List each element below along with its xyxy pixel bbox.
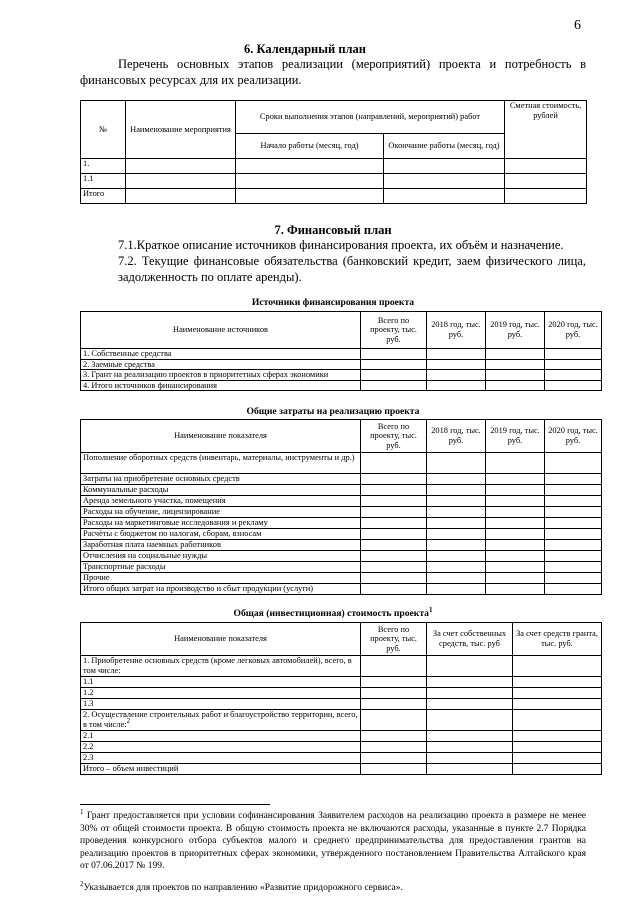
- table-row-label: Отчисления на социальные нужды: [81, 551, 361, 562]
- table-row-label: Аренда земельного участка, помещения: [81, 496, 361, 507]
- investment-table: [80, 622, 602, 775]
- table-row-label: 2.2: [81, 742, 361, 753]
- table-row-label: Расчёты с бюджетом по налогам, сборам, взносам: [81, 529, 361, 540]
- table-row-label: 3. Грант на реализацию проектов в приоритетных сферах экономики: [81, 370, 361, 381]
- table-row-label: Итого: [81, 189, 126, 204]
- header-cell: Наименование показателя: [81, 623, 361, 656]
- table-row-label: Затраты на приобретение основных средств: [81, 474, 361, 485]
- table-row-label: Итого – объем инвестиций: [81, 764, 361, 775]
- col-cost-header: Сметная стоимость, рублей: [505, 101, 587, 159]
- footnote-1: $^1$ Грант предоставляется при условии софинансирования Заявителем расходов на реализацию проекта в размере не менее 30% от общей стоимости проекта. В общую стоимость проекта не включаются расходы, указанные в пункте 2.7 Порядка проведения конкурсного отбора субъектов малого и среднего предпринимательства для предоставления грантов на реализацию проектов в приоритетных сферах экономики, утвержденного постановлением Правительства Алтайского края от 07.06.2017 № 199.: [80, 807, 587, 871]
- table-row-label: Расходы на обучение, лицензирование: [81, 507, 361, 518]
- table-row-label: 4. Итого источников финансирования: [81, 380, 361, 391]
- table-row-label: Пополнение оборотных средств (инвентарь, материалы, инструменты и др.): [81, 453, 361, 474]
- table-row-label: 1.: [81, 159, 126, 174]
- col-terms-header: Сроки выполнения этапов (направлений, мероприятий) работ: [236, 101, 505, 134]
- section7-item1: 7.1.Краткое описание источников финансирования проекта, их объём и назначение.: [118, 238, 564, 252]
- table-row-label: 1.1: [81, 174, 126, 189]
- page-number: 6: [574, 18, 581, 33]
- footnote-divider: [80, 804, 270, 805]
- table-row-label: 2. Заемные средства: [81, 359, 361, 370]
- table-row-label: 2.3: [81, 753, 361, 764]
- header-cell: За счет средств гранта, тыс. руб.: [513, 623, 602, 656]
- table-row-label: Прочие: [81, 573, 361, 584]
- section7-item2: 7.2. Текущие финансовые обязательства (банковский кредит, заем физического лица, задолженность по оплате аренды).: [118, 254, 586, 284]
- header-cell: 2018 год, тыс. руб.: [427, 312, 486, 349]
- costs-table: [80, 419, 602, 595]
- header-cell: 2020 год, тыс. руб.: [545, 420, 602, 453]
- table-row-label: 1.3: [81, 699, 361, 710]
- table-row-label: Заработная плата наемных работников: [81, 540, 361, 551]
- header-cell: 2019 год, тыс. руб.: [486, 420, 545, 453]
- calendar-plan-table: [80, 100, 587, 204]
- col-start-header: Начало работы (месяц, год): [236, 134, 384, 159]
- header-cell: За счет собственных средств, тыс. руб: [427, 623, 513, 656]
- header-cell: Наименование источников: [81, 312, 361, 349]
- table-row-label: Транспортные расходы: [81, 562, 361, 573]
- table-row-label: Коммунальные расходы: [81, 485, 361, 496]
- section6-intro: Перечень основных этапов реализации (мероприятий) проекта и потребность в финансовых ресурсах для их реализации.: [80, 57, 586, 87]
- table-row-label: 1.2: [81, 688, 361, 699]
- table-row-label: 2. Осуществление строительных работ и благоустройство территории, всего, в том числе:$^2$: [81, 710, 361, 731]
- invest-caption: Общая (инвестиционная) стоимость проекта$^1$: [233, 605, 433, 619]
- col-name-header: Наименование мероприятия: [126, 101, 236, 159]
- section7-title: 7. Финансовый план: [274, 223, 392, 237]
- sources-caption: Источники финансирования проекта: [251, 297, 415, 308]
- col-end-header: Окончание работы (месяц, год): [384, 134, 505, 159]
- table-row-label: 1. Собственные средства: [81, 349, 361, 360]
- footnote-2: $^2$Указывается для проектов по направлению «Развитие придорожного сервиса».: [80, 879, 403, 893]
- header-cell: 2019 год, тыс. руб.: [486, 312, 545, 349]
- header-cell: 2018 год, тыс. руб.: [427, 420, 486, 453]
- header-cell: Всего по проекту, тыс. руб.: [361, 623, 427, 656]
- header-cell: Наименование показателя: [81, 420, 361, 453]
- table-row-label: 2.1: [81, 731, 361, 742]
- table-row-label: Итого общих затрат на производство и сбыт продукции (услуги): [81, 584, 361, 595]
- table-row-label: Расходы на маркетинговые исследования и рекламу: [81, 518, 361, 529]
- header-cell: Всего по проекту, тыс. руб.: [361, 312, 427, 349]
- table-row-label: 1.1: [81, 677, 361, 688]
- header-cell: 2020 год, тыс. руб.: [545, 312, 602, 349]
- costs-caption: Общие затраты на реализацию проекта: [246, 406, 420, 417]
- sources-table: [80, 311, 602, 391]
- section6-title: 6. Календарный план: [243, 42, 366, 56]
- table-row-label: 1. Приобретение основных средств (кроме легковых автомобилей), всего, в том числе:: [81, 656, 361, 677]
- header-cell: Всего по проекту, тыс. руб.: [361, 420, 427, 453]
- col-no-header: №: [81, 101, 126, 159]
